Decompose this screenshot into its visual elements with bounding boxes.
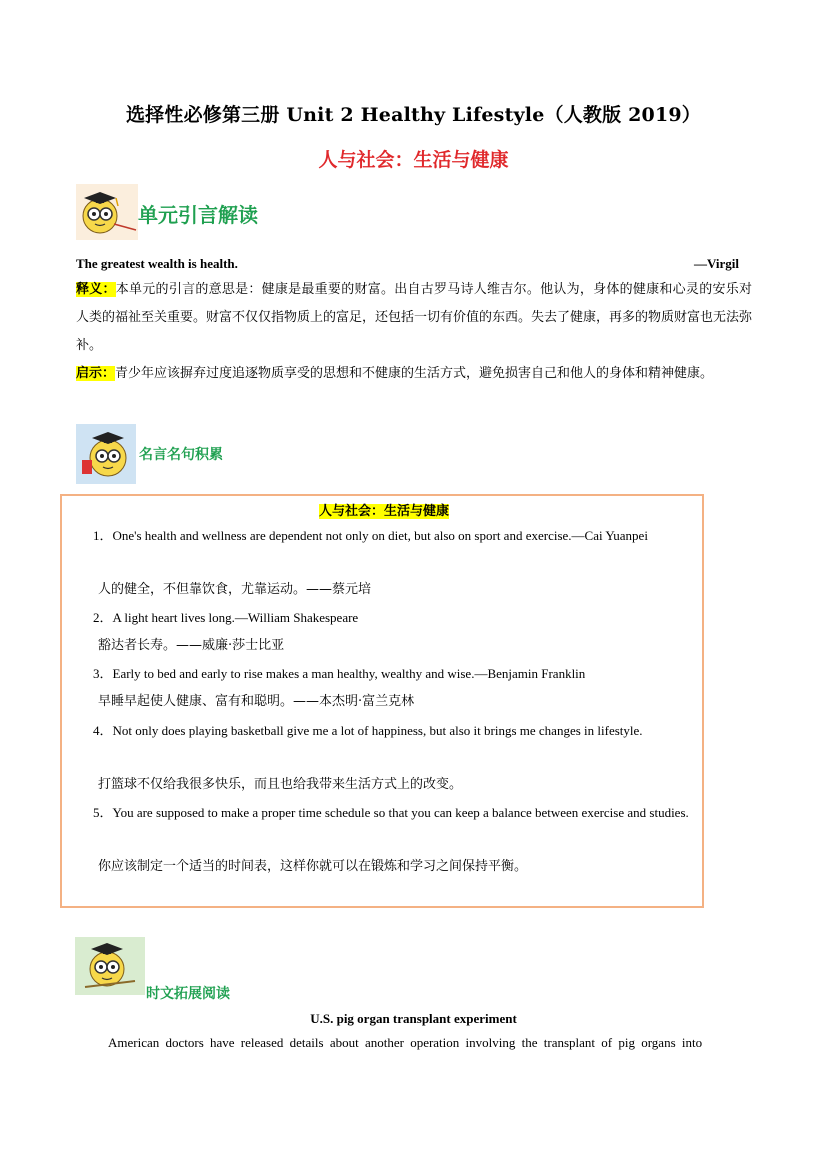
quote-item-zh: 人的健全，不但靠饮食，尤靠运动。——蔡元培: [98, 582, 372, 597]
scholar-mascot-icon: [76, 184, 138, 240]
explain-text: 本单元的引言的意思是：健康是最重要的财富。出自古罗马诗人维吉尔。他认为，身体的健康和心灵的安乐对人类的福祉至关重要。财富不仅仅指物质上的富足，还包括一切有价值的东西。失去了健康，再多的物质财富也无法弥补。: [76, 282, 753, 353]
quote-text: The greatest wealth is health.: [76, 256, 238, 271]
quote-item-zh: 豁达者长寿。——威廉·莎士比亚: [98, 638, 285, 653]
insight-text: 青少年应该摒弃过度追逐物质享受的思想和不健康的生活方式，避免损害自己和他人的身体和精神健康。: [115, 366, 714, 381]
quote-item-zh: 打篮球不仅给我很多快乐，而且也给我带来生活方式上的改变。: [98, 777, 463, 792]
scholar-mascot-icon: [76, 424, 136, 484]
quote-item-en: 1．One's health and wellness are dependent not only on diet, but also on sport and exercise.—Cai Yuanpei: [93, 528, 648, 543]
explain-paragraph: [76, 276, 752, 360]
page-title: 选择性必修第三册 Unit 2 Healthy Lifestyle（人教版 2019）: [125, 104, 701, 126]
section-heading-intro: 单元引言解读: [138, 203, 258, 227]
quotes-box: [60, 494, 704, 908]
quote-item-en: 4．Not only does playing basketball give me a lot of happiness, but also it brings me changes in lifestyle.: [93, 723, 643, 738]
article-title: U.S. pig organ transplant experiment: [310, 1011, 517, 1026]
section-heading-quotes: 名言名句积累: [139, 447, 223, 463]
quote-item-en: 5．You are supposed to make a proper time schedule so that you can keep a balance between exercise and studies.: [93, 805, 689, 820]
section-heading-reading: 时文拓展阅读: [146, 986, 230, 1002]
scholar-mascot-icon: [75, 937, 145, 995]
quote-item-en: 3．Early to bed and early to rise makes a man healthy, wealthy and wise.—Benjamin Franklin: [93, 666, 586, 681]
article-text: American doctors have released details about another operation involving the transplant of pig organs into: [108, 1035, 703, 1050]
insight-paragraph: [76, 360, 752, 388]
quote-item-en: 2．A light heart lives long.—William Shakespeare: [93, 610, 359, 625]
quote-item-zh: 你应该制定一个适当的时间表，这样你就可以在锻炼和学习之间保持平衡。: [98, 859, 528, 874]
quote-author: —Virgil: [694, 256, 740, 271]
explain-label: 释义：: [76, 282, 116, 297]
box-title: 人与社会：生活与健康: [318, 504, 449, 519]
quote-item-zh: 早睡早起使人健康、富有和聪明。——本杰明·富兰克林: [98, 694, 415, 709]
insight-label: 启示：: [76, 366, 116, 381]
page-subtitle: 人与社会：生活与健康: [318, 149, 509, 171]
